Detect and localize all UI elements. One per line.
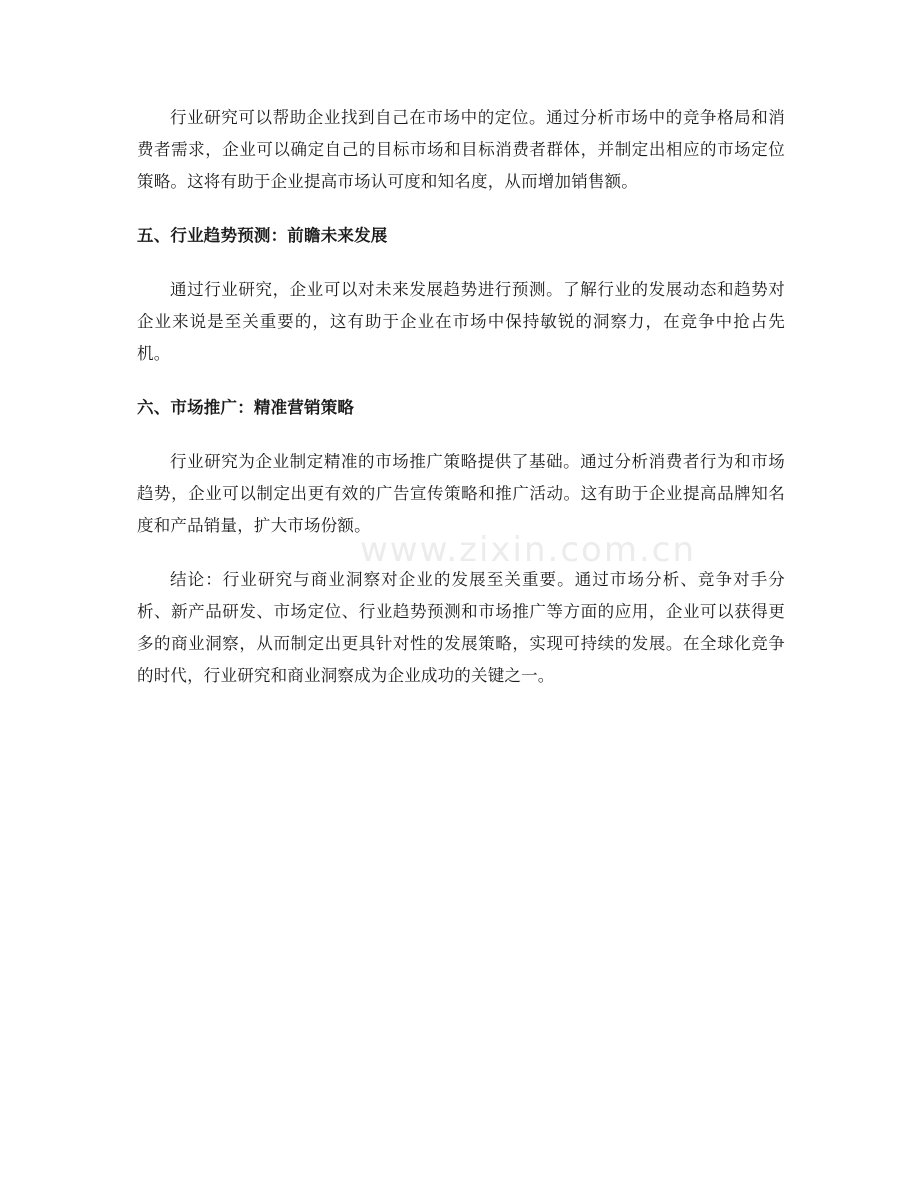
paragraph-trend-forecast: 通过行业研究，企业可以对未来发展趋势进行预测。了解行业的发展动态和趋势对企业来说是至关重要的，这有助于企业在市场中保持敏锐的洞察力，在竞争中抢占先机。: [137, 280, 785, 363]
paragraph-conclusion: 结论：行业研究与商业洞察对企业的发展至关重要。通过市场分析、竞争对手分析、新产品研发、市场定位、行业趋势预测和市场推广等方面的应用，企业可以获得更多的商业洞察，从而制定出更具针对性的发展策略，实现可持续的发展。在全球化竞争的时代，行业研究和商业洞察成为企业成功的关键之一。: [137, 570, 785, 685]
paragraph-market-promotion: 行业研究为企业制定精准的市场推广策略提供了基础。通过分析消费者行为和市场趋势，企业可以制定出更有效的广告宣传策略和推广活动。这有助于企业提高品牌知名度和产品销量，扩大市场份额。: [137, 452, 785, 535]
section-heading-market-promotion: 六、市场推广：精准营销策略: [137, 398, 355, 417]
watermark: www.zixin.com.cn: [360, 530, 696, 570]
paragraph-market-positioning: 行业研究可以帮助企业找到自己在市场中的定位。通过分析市场中的竞争格局和消费者需求，企业可以确定自己的目标市场和目标消费者群体，并制定出相应的市场定位策略。这将有助于企业提高市场认可度和知名度，从而增加销售额。: [137, 108, 785, 191]
document-body: [137, 102, 785, 714]
section-heading-trend-forecast: 五、行业趋势预测：前瞻未来发展: [137, 226, 388, 245]
